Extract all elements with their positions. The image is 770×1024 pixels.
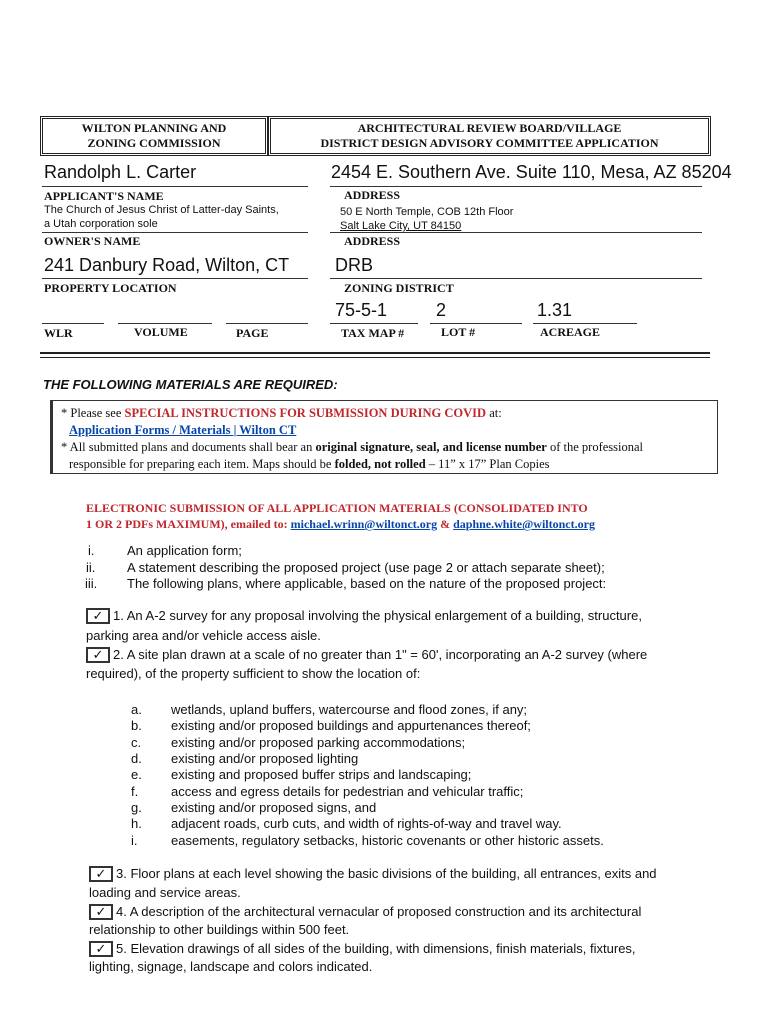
volume-label: VOLUME	[134, 325, 188, 339]
property-location-label: PROPERTY LOCATION	[44, 281, 177, 295]
signature-note-a: * All submitted plans and documents shall bear an	[61, 440, 316, 454]
subitem-text-d: existing and/or proposed lighting	[171, 751, 359, 766]
item-3-text-line2: loading and service areas.	[89, 885, 241, 900]
lot-line	[430, 323, 522, 324]
materials-heading: THE FOLLOWING MATERIALS ARE REQUIRED:	[43, 377, 338, 392]
roman-num-1: i.	[88, 543, 95, 558]
signature-note-bold: original signature, seal, and license number	[315, 440, 547, 454]
item-4-text-line1: 4. A description of the architectural vernacular of proposed construction and its architectural	[116, 904, 642, 919]
subitem-letter-h: h.	[131, 816, 142, 831]
property-location-value: 241 Danbury Road, Wilton, CT	[44, 255, 290, 275]
owner-address-label: ADDRESS	[344, 234, 401, 248]
page-line	[226, 323, 308, 324]
check-mark-icon: ✓	[95, 941, 107, 956]
instructions-box	[50, 400, 718, 474]
maps-note-a: responsible for preparing each item. Maps should be	[69, 457, 335, 471]
owner-name-value-line2: a Utah corporation sole	[44, 218, 158, 230]
applicant-name-line	[42, 186, 308, 187]
covid-note-emphasis: SPECIAL INSTRUCTIONS FOR SUBMISSION DURING COVID	[124, 406, 487, 420]
item-2-text-line1: 2. A site plan drawn at a scale of no greater than 1" = 60', incorporating an A-2 survey (where	[113, 647, 648, 662]
check-mark-icon: ✓	[92, 608, 104, 623]
commission-name-line2: ZONING COMMISSION	[87, 136, 221, 150]
subitem-text-g: existing and/or proposed signs, and	[171, 800, 377, 815]
owner-address-value-line2: Salt Lake City, UT 84150	[340, 220, 462, 232]
applicant-name-label: APPLICANT'S NAME	[44, 189, 164, 203]
property-location-line	[42, 278, 308, 279]
zoning-district-label: ZONING DISTRICT	[344, 281, 454, 295]
item-3-text-line1: 3. Floor plans at each level showing the basic divisions of the building, all entrances, exits and	[116, 866, 657, 881]
item-1-text-line1: 1. An A-2 survey for any proposal involving the physical enlargement of a building, structure,	[113, 608, 642, 623]
wlr-line	[42, 323, 104, 324]
application-title-line1: ARCHITECTURAL REVIEW BOARD/VILLAGE	[357, 121, 622, 135]
check-mark-icon: ✓	[95, 904, 107, 919]
tax-map-line	[330, 323, 418, 324]
owner-name-line	[42, 232, 308, 233]
acreage-label: ACREAGE	[540, 325, 601, 339]
application-title-box	[268, 116, 711, 156]
item-1-text-line2: parking area and/or vehicle access aisle.	[86, 628, 321, 643]
tax-map-value: 75-5-1	[335, 300, 388, 320]
commission-name-line1: WILTON PLANNING AND	[81, 121, 227, 135]
subitem-text-f: access and egress details for pedestrian and vehicular traffic;	[171, 784, 524, 799]
owner-name-label: OWNER'S NAME	[44, 234, 141, 248]
maps-note-bold: folded, not rolled	[334, 457, 426, 471]
subitem-text-c: existing and/or proposed parking accommodations;	[171, 735, 466, 750]
applicant-name-value: Randolph L. Carter	[44, 162, 197, 182]
subitem-letter-c: c.	[131, 735, 142, 750]
item-4-checkbox[interactable]	[89, 904, 113, 920]
roman-text-2: A statement describing the proposed project (use page 2 or attach separate sheet);	[127, 560, 605, 575]
item-2-text-line2: required), of the property sufficient to show the location of:	[86, 666, 421, 681]
roman-text-3: The following plans, where applicable, based on the nature of the proposed project:	[127, 576, 607, 591]
applicant-address-label: ADDRESS	[344, 188, 401, 202]
item-3-checkbox[interactable]	[89, 866, 113, 882]
roman-num-3: iii.	[85, 576, 98, 591]
application-title-line2: DISTRICT DESIGN ADVISORY COMMITTEE APPLICATION	[320, 136, 659, 150]
electronic-line1: ELECTRONIC SUBMISSION OF ALL APPLICATION MATERIALS (CONSOLIDATED INTO	[86, 501, 588, 515]
subitem-text-e: existing and proposed buffer strips and landscaping;	[171, 767, 472, 782]
application-forms-link[interactable]: Application Forms / Materials | Wilton CT	[69, 423, 297, 437]
electronic-submission-notice	[86, 500, 595, 532]
owner-address-line	[330, 232, 702, 233]
subitem-text-b: existing and/or proposed buildings and appurtenances thereof;	[171, 718, 531, 733]
email-link-michael[interactable]: michael.wrinn@wiltonct.org	[290, 517, 438, 531]
item-1-checkbox[interactable]	[86, 608, 110, 624]
subitem-text-a: wetlands, upland buffers, watercourse and flood zones, if any;	[171, 702, 528, 717]
covid-note-prefix: * Please see	[61, 406, 125, 420]
owner-address-value-line1: 50 E North Temple, COB 12th Floor	[340, 206, 514, 218]
applicant-address-line	[330, 186, 702, 187]
item-5-text-line2: lighting, signage, landscape and colors indicated.	[89, 959, 373, 974]
maps-note-b: – 11” x 17” Plan Copies	[425, 457, 550, 471]
subitem-letter-e: e.	[131, 767, 142, 782]
subitem-letter-a: a.	[131, 702, 142, 717]
email-ampersand: &	[437, 517, 454, 531]
zoning-district-line	[330, 278, 702, 279]
check-mark-icon: ✓	[92, 647, 104, 662]
item-4-text-line2: relationship to other buildings within 500 feet.	[89, 922, 350, 937]
email-link-daphne[interactable]: daphne.white@wiltonct.org	[453, 517, 595, 531]
check-mark-icon: ✓	[95, 866, 107, 881]
owner-name-value-line1: The Church of Jesus Christ of Latter-day Saints,	[44, 204, 279, 216]
electronic-line2: 1 OR 2 PDFs MAXIMUM), emailed to:	[86, 517, 291, 531]
commission-header-box	[40, 116, 268, 156]
applicant-address-value: 2454 E. Southern Ave. Suite 110, Mesa, AZ 85204	[331, 162, 732, 182]
subitem-letter-f: f.	[131, 784, 139, 799]
covid-note-suffix: at:	[486, 406, 502, 420]
zoning-district-value: DRB	[335, 255, 374, 275]
tax-map-label: TAX MAP #	[341, 326, 405, 340]
subitem-text-i: easements, regulatory setbacks, historic covenants or other historic assets.	[171, 833, 604, 848]
item-2-checkbox[interactable]	[86, 647, 110, 663]
signature-note-b: of the professional	[546, 440, 644, 454]
subitem-letter-g: g.	[131, 800, 142, 815]
roman-num-2: ii.	[86, 560, 96, 575]
subitem-text-h: adjacent roads, curb cuts, and width of rights-of-way and travel way.	[171, 816, 562, 831]
acreage-value: 1.31	[537, 300, 573, 320]
subitem-letter-i: i.	[131, 833, 138, 848]
wlr-label: WLR	[44, 326, 73, 340]
page-label: PAGE	[236, 326, 269, 340]
subitem-letter-b: b.	[131, 718, 142, 733]
lot-value: 2	[436, 300, 447, 320]
item-5-text-line1: 5. Elevation drawings of all sides of the building, with dimensions, finish materials, fixtures,	[116, 941, 636, 956]
subitem-letter-d: d.	[131, 751, 142, 766]
item-5-checkbox[interactable]	[89, 941, 113, 957]
lot-label: LOT #	[441, 325, 476, 339]
volume-line	[118, 323, 212, 324]
section-divider	[40, 352, 710, 358]
roman-text-1: An application form;	[127, 543, 242, 558]
acreage-line	[533, 323, 637, 324]
